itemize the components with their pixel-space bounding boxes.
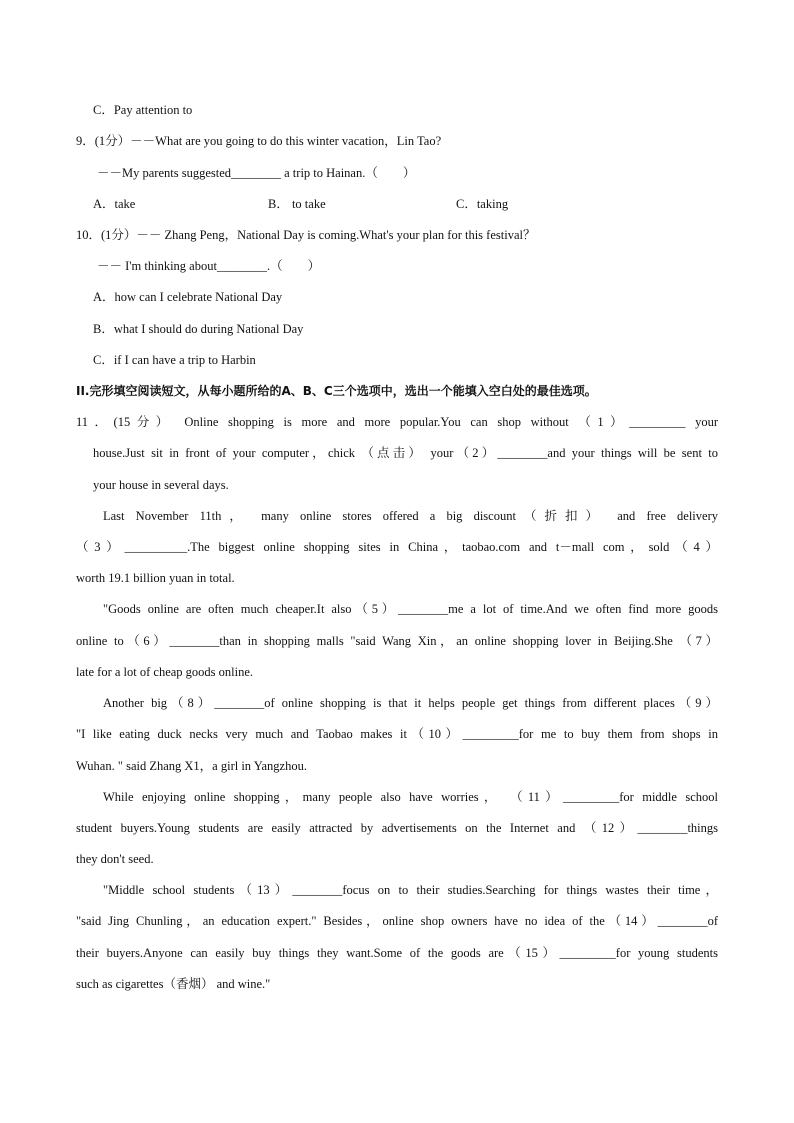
q10-stem: 10．(1分）－－ Zhang Peng，National Day is coming.What's your plan for this festival？ — [76, 228, 536, 242]
q9-reply: －－My parents suggested________ a trip to Hainan.（ ） — [97, 166, 416, 180]
passage-line: "I like eating duck necks very much and Taobao makes it（10）_________for me to buy them from shops in — [76, 727, 718, 741]
passage-line: such as cigarettes（香烟） and wine." — [76, 977, 271, 991]
passage-line: your house in several days. — [93, 478, 229, 492]
passage-line: they don't seed. — [76, 852, 154, 866]
passage-line: "Middle school students（13）________focus on to their studies.Searching for things wastes their time， — [103, 883, 718, 897]
passage-line: Wuhan. " said Zhang X1，a girl in Yangzhou. — [76, 759, 307, 773]
q9-stem: 9．(1分）－－What are you going to do this winter vacation，Lin Tao? — [76, 134, 442, 148]
passage-line: Another big（8）________of online shopping is that it helps people get things from different places（9） — [103, 696, 718, 710]
passage-line: While enjoying online shopping，many people also have worries， （11）_________for middle school — [103, 790, 718, 804]
passage-line: "said Jing Chunling，an education expert." Besides，online shop owners have no idea of the（14）________of — [76, 914, 718, 928]
passage-line: worth 19.1 billion yuan in total. — [76, 571, 235, 585]
q10-option-a: A．how can I celebrate National Day — [93, 290, 283, 304]
passage-line: Last November 11th， many online stores offered a big discount（折扣） and free delivery — [103, 509, 718, 523]
passage-line: their buyers.Anyone can easily buy things they want.Some of the goods are（15）_________for young students — [76, 946, 718, 960]
q8-option-c: C．Pay attention to — [93, 103, 193, 117]
passage-line: student buyers.Young students are easily attracted by advertisements on the Internet and （12）________things — [76, 821, 718, 835]
section-heading: II.完形填空阅读短文，从每小题所给的A、B、C三个选项中，选出一个能填入空白处的最佳选项。 — [76, 384, 597, 398]
q10-option-c: C．if I can have a trip to Harbin — [93, 353, 256, 367]
q10-reply: －－ I'm thinking about________.（ ） — [97, 259, 321, 273]
passage-line: house.Just sit in front of your computer，chick （点击） your（2）________and your things will be sent to — [93, 446, 718, 460]
q9-option-c: C．taking — [456, 197, 509, 211]
passage-line: （3）__________.The biggest online shopping sites in China，taobao.com and t－mall com，sold（4） — [76, 540, 718, 554]
passage-line: 11．(15分） Online shopping is more and more popular.You can shop without （1）_________ your — [76, 415, 718, 429]
passage-line: online to（6）________than in shopping malls "said Wang Xin，an online shopping lover in Beijing.She （7） — [76, 634, 718, 648]
q9-option-b: B． to take — [268, 197, 326, 211]
q10-option-b: B．what I should do during National Day — [93, 322, 304, 336]
passage-line: late for a lot of cheap goods online. — [76, 665, 254, 679]
passage-line: "Goods online are often much cheaper.It also（5）________me a lot of time.And we often find more goods — [103, 602, 718, 616]
q9-option-a: A．take — [93, 197, 136, 211]
